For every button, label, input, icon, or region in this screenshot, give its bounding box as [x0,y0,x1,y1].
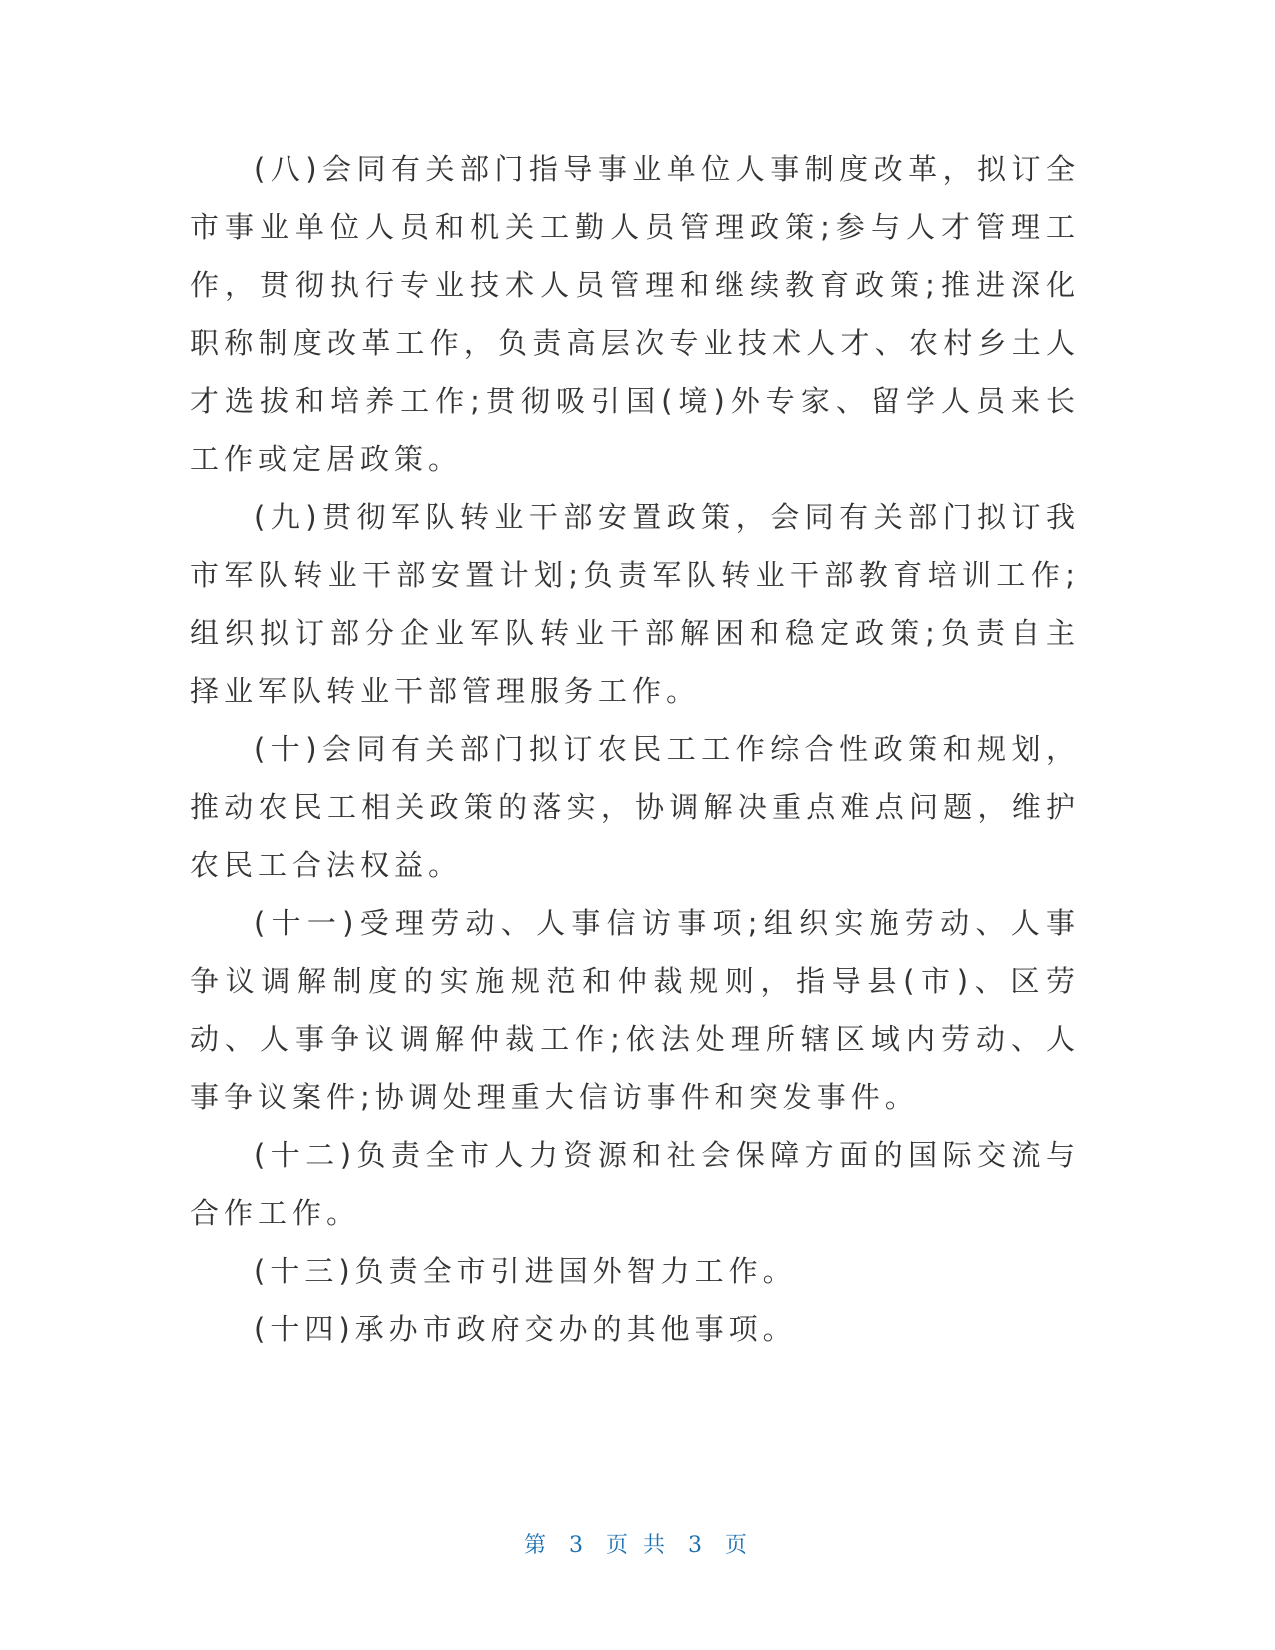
paragraph-14: (十四)承办市政府交办的其他事项。 [254,1312,797,1346]
footer-total-pages: 3 [688,1533,706,1558]
page-footer [0,1528,1275,1559]
paragraph-12: (十二)负责全市人力资源和社会保障方面的国际交流与合作工作。 [190,1138,1080,1230]
paragraph-13: (十三)负责全市引进国外智力工作。 [254,1254,797,1288]
paragraph-9: (九)贯彻军队转业干部安置政策，会同有关部门拟订我市军队转业干部安置计划;负责军队转业干部教育培训工作;组织拟订部分企业军队转业干部解困和稳定政策;负责自主择业军队转业干部管理服务工作。 [190,500,1080,708]
paragraph-11: (十一)受理劳动、人事信访事项;组织实施劳动、人事争议调解制度的实施规范和仲裁规则，指导县(市)、区劳动、人事争议调解仲裁工作;依法处理所辖区域内劳动、人事争议案件;协调处理重大信访事件和突发事件。 [190,906,1080,1114]
paragraph-10: (十)会同有关部门拟订农民工工作综合性政策和规划，推动农民工相关政策的落实，协调解决重点难点问题，维护农民工合法权益。 [190,732,1080,882]
footer-current-page: 3 [569,1533,587,1558]
footer-middle: 页 共 [606,1533,669,1558]
document-body [190,140,1080,1358]
footer-prefix: 第 [523,1533,550,1558]
footer-suffix: 页 [725,1533,752,1558]
paragraph-8: (八)会同有关部门指导事业单位人事制度改革，拟订全市事业单位人员和机关工勤人员管理政策;参与人才管理工作，贯彻执行专业技术人员管理和继续教育政策;推进深化职称制度改革工作，负责高层次专业技术人才、农村乡土人才选拔和培养工作;贯彻吸引国(境)外专家、留学人员来长工作或定居政策。 [190,152,1080,476]
